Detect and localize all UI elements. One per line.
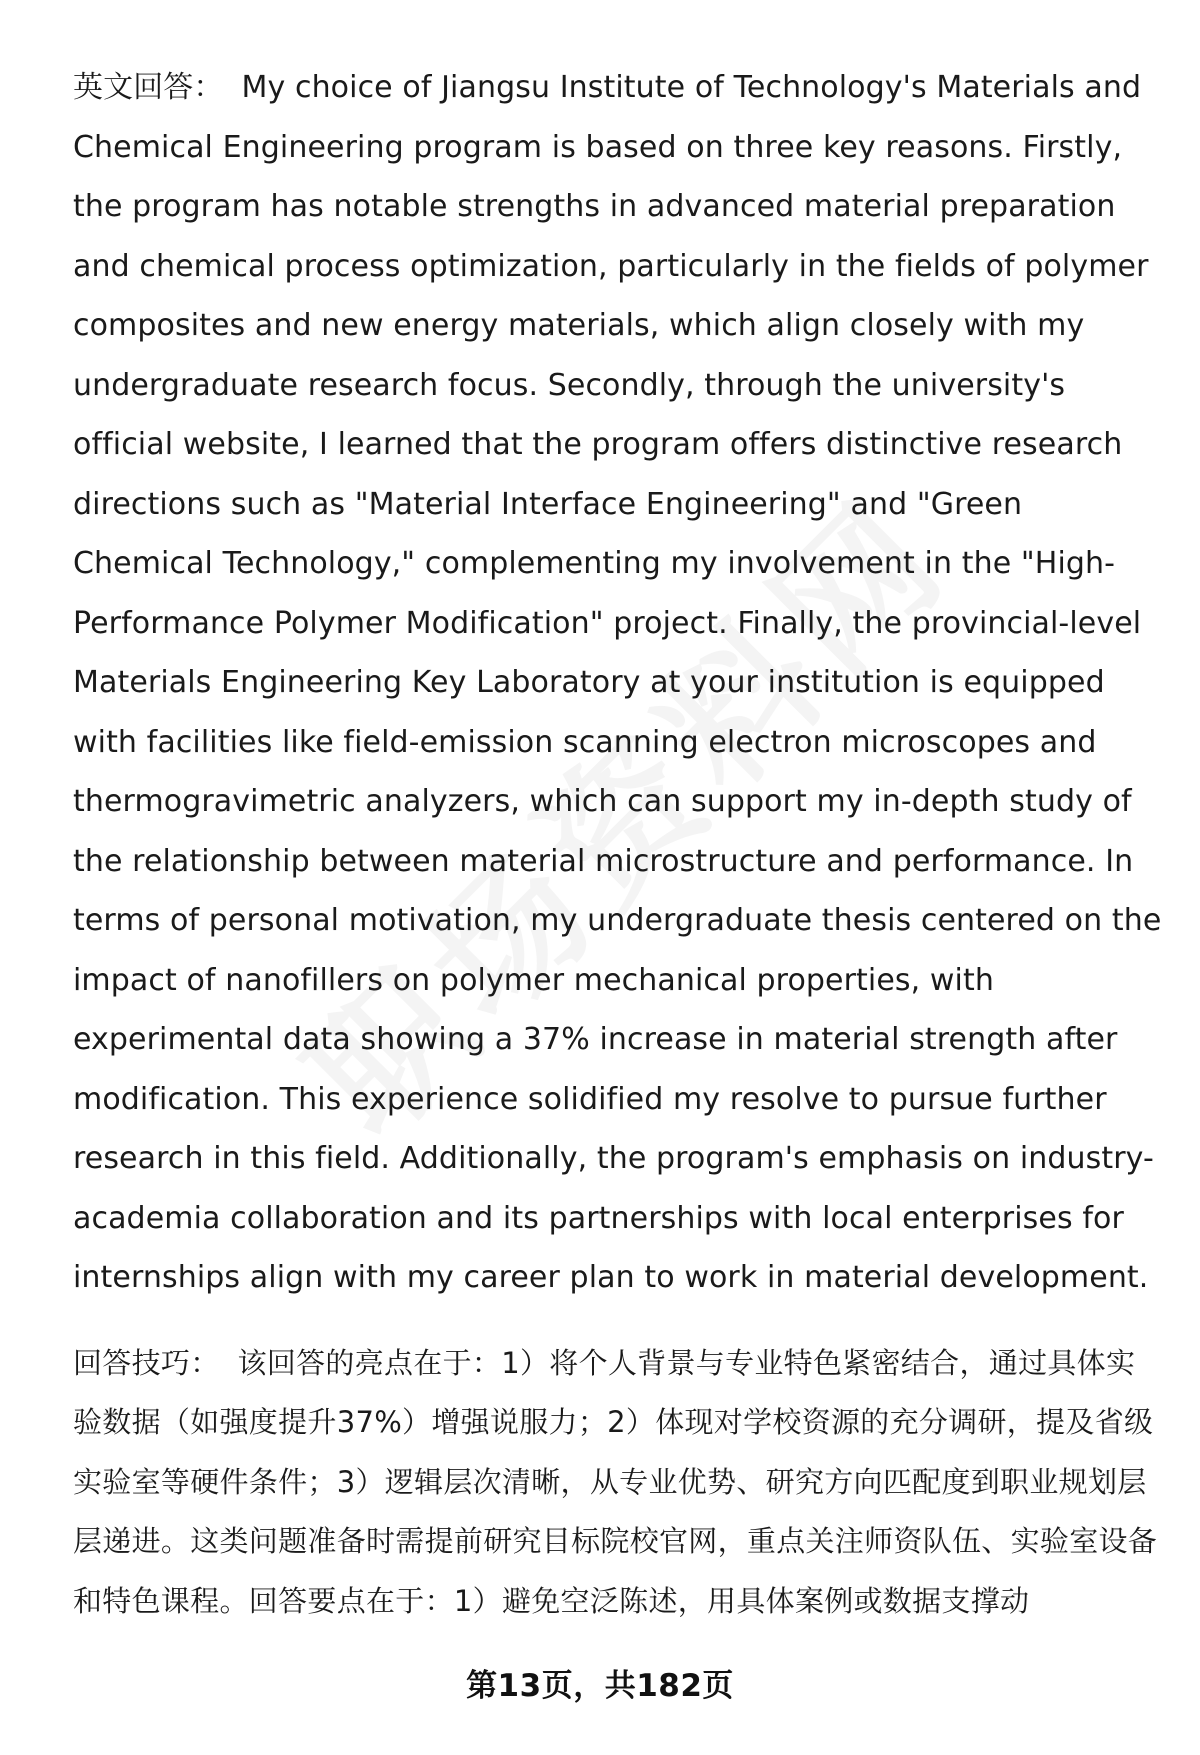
english-answer-paragraph	[73, 58, 1163, 1308]
page-number-footer: 第13页，共182页	[466, 1668, 734, 1704]
answer-tips-text: 该回答的亮点在于：1）将个人背景与专业特色紧密结合，通过具体实验数据（如强度提升37%）增强说服力；2）体现对学校资源的充分调研，提及省级实验室等硬件条件；3）逻辑层次清晰，从专业优势、研究方向匹配度到职业规划层层递进。这类问题准备时需提前研究目标院校官网，重点关注师资队伍、实验室设备和特色课程。回答要点在于：1）避免空泛陈述，用具体案例或数据支撑动	[73, 1345, 1158, 1618]
document-body	[73, 58, 1163, 1631]
english-answer-text: My choice of Jiangsu Institute of Technology's Materials and Chemical Engineering program is based on three key reasons. Firstly, the program has notable strengths in advanced material preparation and chemical process optimization, particularly in the fields of polymer composites and new energy materials, which align closely with my undergraduate research focus. Secondly, through the university's official website, I learned that the program offers distinctive research directions such as "Material Interface Engineering" and "Green Chemical Technology," complementing my involvement in the "High-Performance Polymer Modification" project. Finally, the provincial-level Materials Engineering Key Laboratory at your institution is equipped with facilities like field-emission scanning electron microscopes and thermogravimetric analyzers, which can support my in-depth study of the relationship between material microstructure and performance. In terms of personal motivation, my undergraduate thesis centered on the impact of nanofillers on polymer mechanical properties, with experimental data showing a 37% increase in material strength after modification. This experience solidified my resolve to pursue further research in this field. Additionally, the program's emphasis on industry-academia collaboration and its partnerships with local enterprises for internships align with my career plan to work in material development.	[73, 70, 1162, 1295]
answer-tips-paragraph	[73, 1334, 1163, 1632]
answer-tips-label: 回答技巧：	[73, 1345, 220, 1380]
english-answer-label: 英文回答：	[73, 70, 224, 105]
